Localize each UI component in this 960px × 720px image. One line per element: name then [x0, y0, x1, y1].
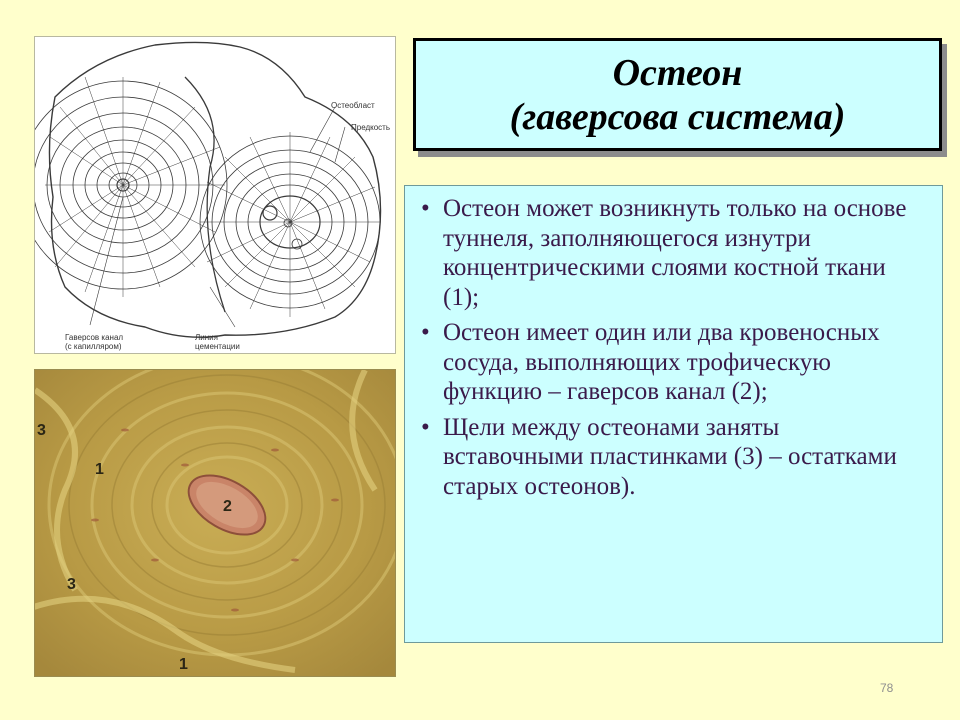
bullet-text: Щели между остеонами заняты вставочными пластинками (3) – остатками старых остеонов). — [443, 413, 897, 500]
haversian-canal-label — [65, 333, 123, 351]
haversian-canal-label-line2: (с капилляром) — [65, 342, 122, 351]
cement-line-label-line1: Линия — [195, 333, 218, 342]
slide-title-line2: (гаверсова система) — [509, 95, 846, 138]
bullet-text: Остеон может возникнуть только на основе туннеля, заполняющегося изнутри концентрическими слоями костной ткани (1); — [443, 195, 907, 311]
osteoblast-label: Остеобласт — [331, 101, 375, 110]
bullet-item — [421, 318, 920, 407]
osteon-micrograph-svg — [35, 370, 396, 677]
osteon-drawing — [34, 36, 396, 354]
micrograph-label-lamellae-bottom: 1 — [179, 656, 188, 673]
bullet-text-box — [404, 185, 943, 643]
bullet-text: Остеон имеет один или два кровеносных сосуда, выполняющих трофическую функцию – гаверсов канал (2); — [443, 319, 880, 405]
osteon-micrograph — [34, 369, 396, 677]
slide-title-line1: Остеон — [612, 51, 743, 94]
bullet-marker: • — [421, 319, 430, 346]
bullet-marker: • — [421, 413, 430, 441]
page-number: 78 — [880, 681, 894, 695]
micrograph-label-interstitial-top: 3 — [37, 422, 46, 439]
micrograph-label-lamellae-top: 1 — [95, 461, 104, 478]
micrograph-label-canal: 2 — [223, 498, 232, 515]
slide-title — [413, 38, 942, 151]
precursor-label: Предкость — [351, 123, 391, 132]
bullet-item — [421, 194, 920, 312]
bullet-marker: • — [421, 195, 430, 222]
bullet-item — [421, 413, 920, 502]
micrograph-label-interstitial-bottom: 3 — [67, 576, 76, 593]
haversian-canal-label-line1: Гаверсов канал — [65, 333, 124, 342]
cement-line-label-line2: цементации — [195, 342, 240, 351]
osteon-drawing-svg — [35, 37, 396, 354]
bullet-list — [421, 194, 920, 501]
cement-line-label — [195, 333, 240, 351]
